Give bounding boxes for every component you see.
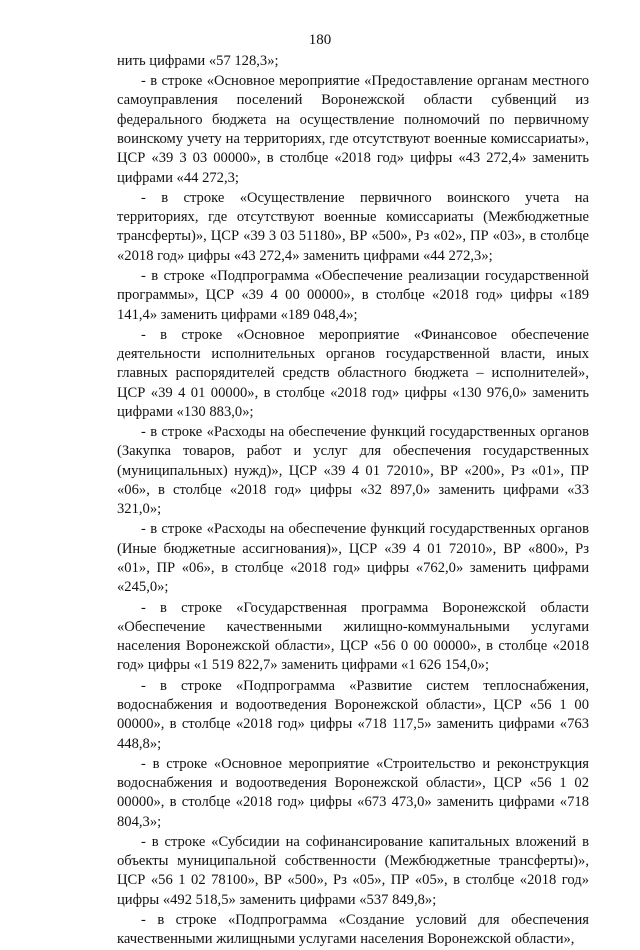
paragraph: - в строке «Осуществление первичного воинского учета на территориях, где отсутствуют военные комиссариаты (Межбюджетные трансферты)», ЦСР «39 3 03 51180», ВР «500», Рз «02», ПР «03», в столбце «2018 год» цифры «43 272,4» заменить цифрами «44 272,3»; (117, 189, 589, 264)
document-body (117, 52, 589, 950)
paragraph: - в строке «Основное мероприятие «Финансовое обеспечение деятельности исполнительных органов государственной власти, иных главных распорядителей средств областного бюджета – исполнителей», ЦСР «39 4 01 00000», в столбце «2018 год» цифры «130 976,0» заменить цифрами «130 883,0»; (117, 326, 589, 420)
paragraph: - в строке «Подпрограмма «Создание условий для обеспечения качественными жилищными услугами населения Воронежской области», (117, 911, 589, 948)
paragraph: - в строке «Подпрограмма «Развитие систем теплоснабжения, водоснабжения и водоотведения Воронежской области», ЦСР «56 1 00 00000», в столбце «2018 год» цифры «718 117,5» заменить цифрами «763 448,8»; (117, 677, 589, 752)
paragraph: - в строке «Субсидии на софинансирование капитальных вложений в объекты муниципальной собственности (Межбюджетные трансферты)», ЦСР «56 1 02 78100», ВР «500», Рз «05», ПР «05», в столбце «2018 год» цифры «492 518,5» заменить цифрами «537 849,8»; (117, 833, 589, 908)
paragraph: - в строке «Основное мероприятие «Строительство и реконструкция водоснабжения и водоотведения Воронежской области», ЦСР «56 1 02 00000», в столбце «2018 год» цифры «673 473,0» заменить цифрами «718 804,3»; (117, 755, 589, 830)
paragraph: - в строке «Государственная программа Воронежской области «Обеспечение качественными жилищно-коммунальными услугами населения Воронежской области», ЦСР «56 0 00 00000», в столбце «2018 год» цифры «1 519 822,7» заменить цифрами «1 626 154,0»; (117, 599, 589, 674)
paragraph: - в строке «Подпрограмма «Обеспечение реализации государственной программы», ЦСР «39 4 00 00000», в столбце «2018 год» цифры «189 141,4» заменить цифрами «189 048,4»; (117, 267, 589, 323)
paragraph: - в строке «Расходы на обеспечение функций государственных органов (Закупка товаров, работ и услуг для обеспечения государственных (муниципальных) нужд)», ЦСР «39 4 01 72010», ВР «200», Рз «01», ПР «06», в столбце «2018 год» цифры «32 897,0» заменить цифрами «33 321,0»; (117, 424, 589, 518)
page-number: 180 (308, 32, 332, 48)
paragraph: - в строке «Расходы на обеспечение функций государственных органов (Иные бюджетные ассигнования)», ЦСР «39 4 01 72010», ВР «800», Рз «01», ПР «06», в столбце «2018 год» цифры «762,0» заменить цифрами «245,0»; (117, 521, 589, 596)
paragraph: - в строке «Основное мероприятие «Предоставление органам местного самоуправления поселений Воронежской области субвенций из федерального бюджета на осуществление полномочий по первичному воинскому учету на территориях, где отсутствуют военные комиссариаты», ЦСР «39 3 03 00000», в столбце «2018 год» цифры «43 272,4» заменить цифрами «44 272,3; (117, 73, 589, 186)
paragraph-continuation: нить цифрами «57 128,3»; (117, 53, 279, 69)
